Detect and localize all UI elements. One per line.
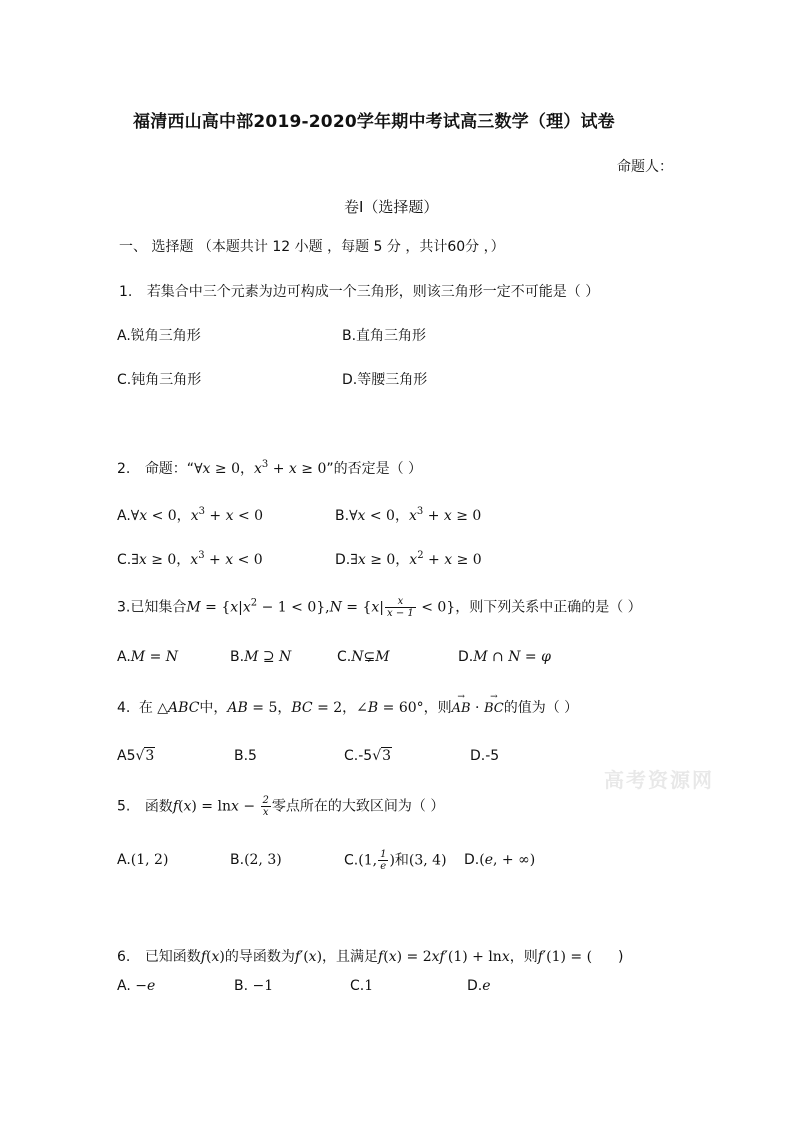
option-c: C.∃x ≥ 0，$x^3 + x < 0$ (117, 550, 263, 568)
option-b: B.∀x < 0，$x^3 + x \ge 0$ (335, 506, 482, 524)
option-b: B.M ⊇ N (230, 649, 292, 665)
option-d: D.∃x ≥ 0，$x^2 + x \ge 0$ (335, 550, 482, 568)
option-c: C.-5√3 (344, 748, 392, 764)
question-stem-prefix: 已知集合 (130, 599, 187, 616)
question-stem-suffix: 的值为（ ） (503, 700, 579, 716)
option-a: A.M = N (117, 649, 179, 665)
question-stem-mid2: ，且满足 (322, 949, 379, 965)
question-number: 5. (117, 798, 131, 815)
question-stem-prefix: 命题：“ (144, 461, 195, 477)
option-d: D.等腰三角形 (342, 372, 428, 388)
question-number: 6. (117, 949, 131, 965)
question-3: 3.已知集合$M = \{x|x^2 - 1 < 0\},N = \{x|$ $\frac{x}{x - 1}$ < 0}，则下列关系中正确的是（ ） (117, 596, 642, 619)
option-d: D.e (467, 978, 491, 994)
option-c: C.1 (350, 978, 374, 994)
question-stem-then: ，则 (423, 700, 452, 716)
part-heading: 一、 选择题 （本题共计 12 小题 ，每题 5 分 ，共计60分 ，） (119, 239, 505, 255)
question-number: 4. (117, 700, 131, 716)
question-stem-mid3: ，则 (509, 949, 538, 965)
option-c: C.钝角三角形 (117, 372, 202, 388)
option-a: A.锐角三角形 (117, 328, 201, 344)
author-label: 命题人： (617, 159, 673, 175)
question-6: 6. 已知函数f(x)的导函数为f′(x)，且满足f(x) = 2xf′(1) + lnx，则f′(1) = ( ) (117, 949, 624, 965)
question-4: 4. 在 △ABC中，AB = 5，BC = 2，∠B = 60°，则→ AB · → BC的值为（ ） (117, 697, 578, 717)
question-stem-prefix: 函数 (144, 798, 173, 815)
option-d: D.M ∩ N = φ (458, 649, 551, 665)
question-stem-suffix: ，则下列关系中正确的是（ ） (455, 599, 642, 616)
question-stem-mid1: 的导函数为 (224, 949, 295, 965)
watermark: 高考资源网 (604, 768, 714, 792)
option-d: D.-5 (470, 748, 500, 764)
option-a: A5√3 (117, 748, 155, 764)
question-number: 3. (117, 599, 131, 616)
question-number: 2. (117, 461, 131, 477)
option-b: B.直角三角形 (342, 328, 427, 344)
option-b: B.5 (234, 748, 257, 764)
option-a: A. −e (117, 978, 156, 994)
question-stem-prefix: 已知函数 (144, 949, 201, 965)
question-2: 2. 命题：“∀x ≥ 0，$x^3 + x \ge 0$”的否定是（ ） (117, 459, 423, 477)
option-b: B. −1 (234, 978, 274, 994)
question-stem: 若集合中三个元素为边可构成一个三角形，则该三角形一定不可能是（ ） (146, 284, 600, 300)
option-b: B.(2, 3) (230, 852, 282, 868)
exam-title: 福清西山高中部2019-2020学年期中考试高三数学（理）试卷 (133, 112, 615, 132)
question-stem-mid: 中， (199, 700, 228, 716)
question-number: 1. (119, 284, 133, 300)
option-a: A.(1, 2) (117, 852, 169, 868)
option-d: D.(e, + ∞) (464, 852, 536, 868)
question-stem-suffix: 零点所在的大致区间为（ ） (271, 798, 445, 815)
volume-label: 卷Ⅰ（选择题） (344, 198, 439, 216)
question-stem-suffix: ) (618, 949, 624, 965)
question-5: 5. 函数f(x) = lnx − $\frac{2}{x}$ 零点所在的大致区间为（ ） (117, 795, 445, 818)
option-c: C.(1, $\frac{1}{e}$ )和(3, 4) (344, 849, 447, 872)
question-stem-prefix: 在 (138, 700, 153, 716)
option-a: A.∀x < 0，$x^3 + x < 0$ (117, 506, 264, 524)
question-stem-suffix: ”的否定是（ ） (326, 461, 423, 477)
question-1 (119, 281, 599, 301)
option-c: C.N⊊M (337, 649, 390, 665)
